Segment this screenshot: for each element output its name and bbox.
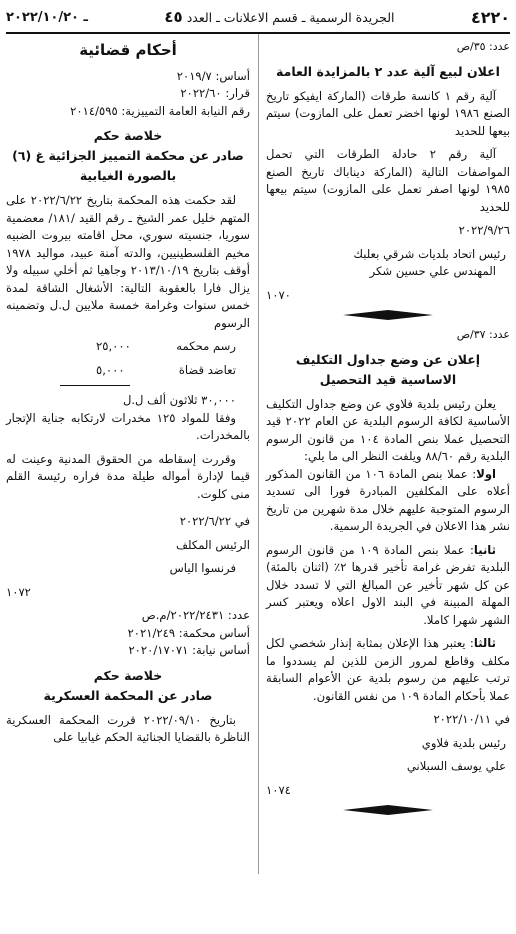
left-column [6, 38, 250, 747]
notice-number: ١٠٧٢ [6, 584, 31, 599]
notice-number: ١٠٧٤ [266, 782, 291, 797]
signatory-name: علي يوسف السبلاني [406, 759, 506, 773]
right-column [266, 38, 510, 821]
signatory-name: فرنسوا الياس [169, 561, 236, 575]
case-ref: عدد: ٢٠٢٢/٢٤٣١/م.ص [141, 608, 250, 622]
publication-title: الجريدة الرسمية ـ قسم الاعلانات ـ العدد ٤٥ [164, 8, 395, 26]
paragraph: آلية رقم ٢ حادلة الطرقات التي تحمل المواصفات التالية (الماركة ديناباك تاريخ الصنع ١٩٨٥ لونها اصفر تعمل على المازوت) سيتم بيعها للحديد [266, 147, 510, 214]
signatory-name: المهندس علي حسين شكر [369, 264, 496, 278]
prosecution-number: رقم النيابة العامة التمييزية: ٢٠١٤/٥٩٥ [70, 103, 250, 118]
sum-rule [60, 385, 130, 386]
paragraph: آلية رقم ١ كانسة طرقات (الماركة ايفيكو تاريخ الصنع ١٩٨٦ لونها اخضر تعمل على المازوت) سيتم بيعها للحديد [266, 88, 510, 138]
ornament-divider-icon [343, 310, 433, 320]
paragraph: لقد حكمت هذه المحكمة بتاريخ ٢٠٢٢/٦/٢٢ على المتهم خليل عمر الشيخ ـ رقم القيد /١٨١/ معضمية سوريا، جنسيته سوري، محل اقامته بيروت الضبيه مخيم الفلسطينيين، والدته آمنة عبيد، مواليد ١٩٧٨ أوقف بتاريخ ٢٠١٣/١٠/١٩ وجاهيا ثم أخلي سبيله ولا يزال فارا بالعقوبة التالية: الأشغال الشاقة لمدة خمس سنوات وغرامة خمسة ملايين ل.ل وتضمينه الرسوم [6, 193, 250, 330]
judgment-summary-title: خلاصة حكم [93, 667, 163, 683]
paragraph: يعلن رئيس بلدية فلاوي عن وضع جداول التكليف الأساسية لكافة الرسوم البلدية عن العام ٢٠٢٢ قيد التحصيل عملا بنص المادة ١٠٤ من قانون الرسوم البلدية رقم ٨٨/٦٠ ويلفت النظر الى ما يلي: [266, 396, 510, 463]
issue-date: ـ ٢٠٢٢/١٠/٢٠ [6, 9, 88, 25]
column-divider [258, 34, 259, 874]
notice-title: اعلان لبيع آلية عدد ٢ بالمزايدة العامة [276, 63, 500, 79]
signatory-title: الرئيس المكلف [175, 537, 250, 552]
ref-number: عدد: ٣٧/ص [456, 328, 510, 341]
paragraph: وقررت إسقاطه من الحقوق المدنية وعينت له قيما لإدارة أمواله طيلة مدة فراره رئيسة القلم منى كلوت. [6, 451, 250, 501]
case-basis: أساس: ٢٠١٩/٧ [176, 68, 250, 83]
notice-date: ٢٠٢٢/٩/٢٦ [458, 223, 510, 237]
paragraph: وفقا للمواد ١٢٥ مخدرات لارتكابه جناية الإتجار بالمخدرات. [6, 410, 250, 442]
judgment-date: في ٢٠٢٢/٦/٢٢ [179, 514, 250, 528]
page-header [6, 6, 510, 28]
notice-number: ١٠٧٠ [266, 287, 291, 302]
paragraph: بتاريخ ٢٠٢٢/٠٩/١٠ قررت المحكمة العسكرية الناظرة بالقضايا الجنائية الحكم غيابيا على [6, 712, 250, 744]
judgment-summary-title: خلاصة حكم [93, 128, 163, 143]
court-name: صادر عن محكمة التمييز الجزائية غ (٦) [12, 148, 244, 163]
fee-row: رسم محكمه ٢٥,٠٠٠ [96, 339, 236, 353]
notice-title: إعلان عن وضع جداول التكليف الاساسية قيد التحصيل [295, 351, 481, 387]
paragraph: ثانيا: عملا بنص المادة ١٠٩ من قانون الرسوم البلدية تفرض غرامة تأخير قدرها ٢٪ (اثنان بالمئة) عن كل شهر تأخير عن المبالغ التي لا تسدد خلال المهلة المبينة في البند الاول اعلاه ويعتبر كسر الشهر شهرا كاملا. [266, 542, 510, 627]
notice-date: في ٢٠٢٢/١٠/١١ [433, 712, 510, 726]
paragraph: ثالثا: يعتبر هذا الإعلان بمثابة إنذار شخصي لكل مكلف وقاطع لمرور الزمن للذين لم يسددوا ما ترتب عليهم من رسوم بلدية عن الأعوام السابقة عملا بأحكام المادة ١٠٩ من نفس القانون. [266, 636, 510, 703]
issue-number: ٤٥ [164, 8, 183, 26]
fee-row: تعاضد قضاة ٥,٠٠٠ [96, 362, 236, 377]
paragraph: اولا: عملا بنص المادة ١٠٦ من القانون المذكور أعلاه على المكلفين المبادرة فورا الى تسديد الرسوم المتوجبة عليهم خلال مدة شهرين من تاريخ نشر هذا الاعلان في الجريدة الرسمية. [266, 466, 510, 533]
ornament-divider-icon [343, 805, 433, 815]
judgment-type: بالصورة الغيابية [79, 168, 177, 183]
prosecution-basis: أساس نيابة: ٢٠٢٠/١٧٠٧١ [128, 643, 250, 657]
signatory-title: رئيس بلدية فلاوي [421, 735, 506, 750]
page-number: ٤٢٢٠ [470, 7, 510, 27]
court-basis: أساس محكمة: ٢٠٢١/٢٤٩ [127, 625, 250, 640]
fee-total: ٣٠,٠٠٠ ثلاثون ألف ل.ل [122, 393, 236, 407]
ref-number: عدد: ٣٥/ص [456, 40, 510, 53]
signatory-title: رئيس اتحاد بلديات شرقي بعلبك [353, 246, 506, 261]
decision-number: قرار: ٢٠٢٢/٦٠ [180, 86, 250, 100]
court-name: صادر عن المحكمة العسكرية [43, 687, 213, 703]
section-heading: أحكام قضائية [79, 41, 177, 59]
